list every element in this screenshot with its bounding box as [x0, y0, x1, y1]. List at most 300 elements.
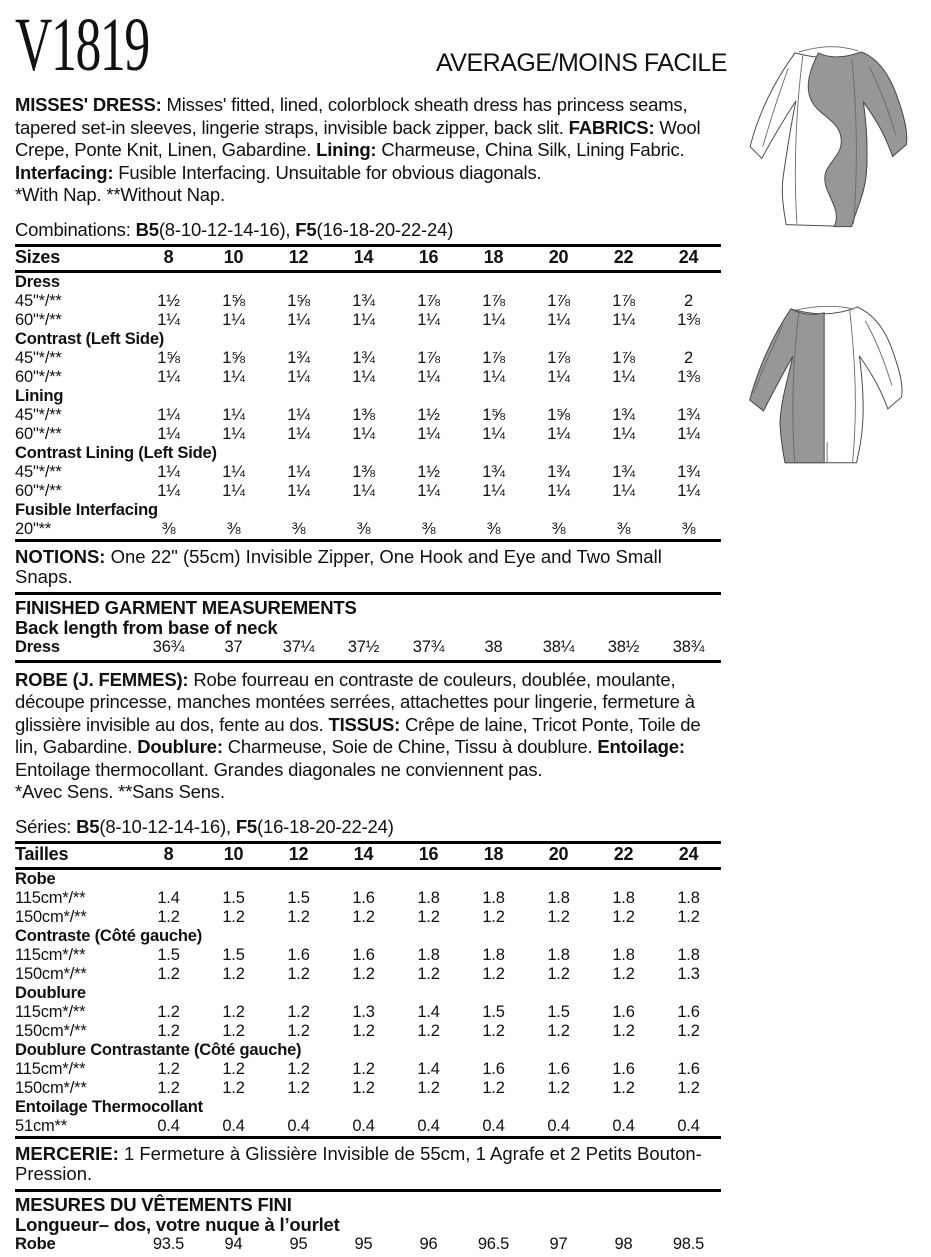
yardage-value: 1¼ [482, 424, 505, 443]
dress-back-illustration [740, 272, 926, 486]
yardage-value: 1.2 [612, 1021, 635, 1040]
text-segment: Charmeuse, Soie de Chine, Tissu à doublure. [227, 736, 598, 757]
yardage-value: 1.6 [612, 1059, 635, 1078]
yardage-value: 1¼ [157, 481, 180, 500]
yardage-value: 1.2 [677, 1021, 700, 1040]
row-label: 115cm*/** [15, 1002, 86, 1021]
bold-text-segment: TISSUS: [328, 713, 406, 735]
row-label: 150cm*/** [15, 964, 87, 983]
group-label-row [15, 868, 721, 889]
yardage-value: 1.2 [287, 1078, 310, 1097]
yardage-table-english [15, 244, 721, 542]
size-row-header: Sizes [15, 245, 136, 271]
yardage-value: 1.2 [222, 907, 245, 926]
description-french [15, 669, 727, 782]
yardage-value: ⅜ [226, 519, 241, 538]
yardage-value: 1.2 [157, 964, 180, 983]
yardage-value: 1.2 [287, 1021, 310, 1040]
yardage-value: 1¼ [222, 462, 245, 481]
text-segment: Séries: [15, 815, 77, 837]
finished-title-english: FINISHED GARMENT MEASUREMENTS [15, 596, 357, 618]
yardage-value: 1.2 [547, 907, 570, 926]
bold-text-segment: B5 [76, 815, 100, 837]
yardage-value: 1¼ [612, 367, 635, 386]
yardage-value: 1.2 [677, 907, 700, 926]
yardage-value: 1¼ [482, 310, 505, 329]
yardage-value: 1⅜ [352, 462, 375, 481]
yardage-value: 1⅜ [352, 405, 375, 424]
yardage-value: 1¼ [612, 424, 635, 443]
notions-english [15, 544, 721, 595]
yardage-value: 1.8 [482, 888, 505, 907]
yardage-value: 37½ [347, 637, 380, 656]
yardage-value: 1½ [157, 291, 180, 310]
yardage-value: 1.2 [222, 1078, 245, 1097]
yardage-value: 1.2 [612, 1078, 635, 1097]
size-column-header: 10 [201, 842, 266, 868]
size-column-header: 12 [266, 245, 331, 271]
yardage-value: 1.2 [547, 1078, 570, 1097]
yardage-value: 1.6 [677, 1059, 700, 1078]
yardage-value: 1.6 [547, 1059, 570, 1078]
yardage-value: 38 [484, 637, 503, 656]
yardage-value: 1¾ [352, 348, 375, 367]
yardage-value: 1.2 [157, 1078, 180, 1097]
yardage-value: 1.8 [417, 888, 440, 907]
yardage-value: ⅜ [551, 519, 566, 538]
group-label-row [15, 444, 721, 463]
yardage-value: 1.8 [417, 945, 440, 964]
yardage-row [15, 638, 721, 657]
size-column-header: 20 [526, 245, 591, 271]
yardage-value: 1¼ [287, 405, 310, 424]
yardage-value: 1.2 [222, 1059, 245, 1078]
row-label: 115cm*/** [15, 1059, 86, 1078]
yardage-row [15, 908, 721, 927]
yardage-value: 1¼ [157, 424, 180, 443]
yardage-value: 1⅞ [612, 348, 635, 367]
yardage-value: 2 [684, 291, 693, 310]
yardage-value: 1.5 [482, 1002, 505, 1021]
yardage-value: 1.2 [612, 907, 635, 926]
group-label: Doublure Contrastante (Côté gauche) [15, 1040, 302, 1059]
yardage-value: 0.4 [612, 1116, 635, 1135]
size-header-row [15, 842, 721, 868]
yardage-value: 1.2 [417, 1078, 440, 1097]
group-label-row [15, 984, 721, 1003]
finished-subtitle-french: Longueur– dos, votre nuque à l’ourlet [15, 1213, 340, 1235]
bold-text-segment: B5 [135, 218, 159, 240]
yardage-value: 1¼ [547, 481, 570, 500]
yardage-value: 97 [549, 1234, 568, 1253]
yardage-value: 1¼ [612, 310, 635, 329]
yardage-value: 38½ [607, 637, 640, 656]
yardage-value: 1¼ [157, 462, 180, 481]
yardage-value: 1¾ [547, 462, 570, 481]
yardage-value: 1¼ [417, 367, 440, 386]
yardage-value: 1¼ [352, 424, 375, 443]
dress-back-contrast-panel [750, 309, 824, 463]
text-segment: Wool Crepe, Ponte Knit, Linen, Gabardine. [15, 116, 701, 160]
size-row-header: Tailles [15, 842, 136, 868]
size-column-header: 18 [461, 842, 526, 868]
yardage-value: 1.5 [547, 1002, 570, 1021]
yardage-value: 1.4 [417, 1059, 440, 1078]
bold-text-segment: Interfacing: [15, 161, 119, 183]
yardage-value: 1.6 [287, 945, 310, 964]
group-label: Contraste (Côté gauche) [15, 926, 203, 945]
yardage-value: 1⅝ [222, 291, 245, 310]
yardage-value: 37¼ [282, 637, 315, 656]
yardage-value: 1⅞ [417, 348, 440, 367]
group-label: Fusible Interfacing [15, 500, 158, 519]
yardage-value: 1¾ [677, 462, 700, 481]
yardage-value: 1⅜ [677, 310, 700, 329]
yardage-value: 1.5 [157, 945, 180, 964]
yardage-value: 1¼ [547, 367, 570, 386]
finished-title-french: MESURES DU VÊTEMENTS FINI [15, 1193, 292, 1215]
yardage-value: 1.6 [482, 1059, 505, 1078]
group-label: Doublure [15, 983, 86, 1002]
yardage-value: 2 [684, 348, 693, 367]
yardage-row [15, 292, 721, 311]
yardage-row [15, 1060, 721, 1079]
yardage-value: 1¼ [222, 481, 245, 500]
yardage-value: 1.2 [482, 1021, 505, 1040]
main-text-column [15, 3, 727, 1257]
text-segment: Fusible Interfacing. Unsuitable for obvious diagonals. [118, 161, 542, 183]
finished-row-french [15, 1235, 721, 1254]
text-segment: One 22" (55cm) Invisible Zipper, One Hook and Eye and Two Small Snaps. [15, 545, 662, 587]
yardage-row [15, 946, 721, 965]
yardage-value: 1¼ [287, 481, 310, 500]
yardage-value: 1.3 [352, 1002, 375, 1021]
yardage-value: 1¼ [157, 367, 180, 386]
yardage-value: 1⅝ [482, 405, 505, 424]
yardage-value: 1.2 [352, 1078, 375, 1097]
yardage-value: 1¼ [677, 481, 700, 500]
finished-measurements-english [15, 595, 721, 663]
yardage-value: 1.2 [287, 964, 310, 983]
text-segment: (8-10-12-14-16), [158, 218, 296, 240]
yardage-value: 1¼ [222, 424, 245, 443]
yardage-value: 1¾ [352, 291, 375, 310]
front-back-neck-seam [799, 47, 859, 52]
description-english [15, 94, 727, 184]
yardage-value: 1¼ [157, 405, 180, 424]
yardage-value: ⅜ [681, 519, 696, 538]
text-segment: (8-10-12-14-16), [99, 815, 236, 837]
yardage-value: 1.8 [612, 945, 635, 964]
dress-front-illustration [742, 8, 928, 252]
yardage-value: 1.2 [677, 1078, 700, 1097]
yardage-value: 1.6 [352, 945, 375, 964]
size-column-header: 16 [396, 842, 461, 868]
size-column-header: 22 [591, 842, 656, 868]
bold-text-segment: MERCERIE: [15, 1142, 124, 1164]
yardage-value: 1¼ [417, 424, 440, 443]
yardage-value: 1¼ [482, 367, 505, 386]
yardage-value: 0.4 [157, 1116, 180, 1135]
size-header-row [15, 245, 721, 271]
yardage-value: ⅜ [486, 519, 501, 538]
yardage-value: 1.8 [612, 888, 635, 907]
group-label: Contrast (Left Side) [15, 329, 165, 348]
group-label-row [15, 271, 721, 292]
bold-text-segment: F5 [235, 815, 258, 837]
yardage-value: 1⅞ [417, 291, 440, 310]
yardage-row [15, 1079, 721, 1098]
group-label: Lining [15, 386, 64, 405]
yardage-value: 1.2 [352, 964, 375, 983]
yardage-value: 1.2 [157, 1002, 180, 1021]
masthead [15, 3, 727, 87]
yardage-value: 1.2 [157, 1059, 180, 1078]
yardage-value: 0.4 [222, 1116, 245, 1135]
yardage-value: ⅜ [161, 519, 176, 538]
yardage-value: 1⅞ [612, 291, 635, 310]
row-label: Dress [15, 637, 60, 656]
yardage-value: 1⅞ [482, 348, 505, 367]
yardage-value: 38¼ [542, 637, 575, 656]
text-segment: 1 Fermeture à Glissière Invisible de 55cm, 1 Agrafe et 2 Petits Bouton-Pression. [15, 1142, 702, 1184]
yardage-value: 0.4 [287, 1116, 310, 1135]
bold-text-segment: F5 [295, 218, 317, 240]
finished-measurements-french [15, 1192, 721, 1257]
yardage-value: 1.2 [287, 907, 310, 926]
row-label: 45"*/** [15, 405, 62, 424]
yardage-value: 1.8 [547, 945, 570, 964]
row-label: 115cm*/** [15, 945, 86, 964]
yardage-value: 1¼ [222, 367, 245, 386]
yardage-value: 1⅝ [157, 348, 180, 367]
yardage-value: 1¾ [612, 462, 635, 481]
yardage-value: 1.2 [157, 1021, 180, 1040]
yardage-value: 1⅜ [677, 367, 700, 386]
yardage-value: 1.8 [677, 945, 700, 964]
group-label: Robe [15, 869, 56, 888]
yardage-value: 96.5 [477, 1234, 510, 1253]
yardage-value: 1⅝ [547, 405, 570, 424]
text-segment: Charmeuse, China Silk, Lining Fabric. [381, 139, 685, 160]
yardage-value: 1.8 [677, 888, 700, 907]
yardage-value: 1¼ [547, 424, 570, 443]
yardage-value: 1.2 [352, 1021, 375, 1040]
size-column-header: 8 [136, 245, 201, 271]
row-label: 45"*/** [15, 462, 62, 481]
pattern-number: V1819 [15, 3, 149, 87]
yardage-value: 1¼ [287, 424, 310, 443]
yardage-value: 1.6 [677, 1002, 700, 1021]
bold-text-segment: ROBE (J. FEMMES): [15, 668, 194, 690]
size-column-header: 24 [656, 245, 721, 271]
size-column-header: 24 [656, 842, 721, 868]
yardage-value: 1.2 [482, 1078, 505, 1097]
yardage-value: 1.2 [222, 964, 245, 983]
bold-text-segment: Lining: [316, 139, 382, 160]
yardage-row [15, 1003, 721, 1022]
yardage-value: 94 [224, 1234, 243, 1253]
yardage-row [15, 965, 721, 984]
yardage-value: 1¼ [417, 481, 440, 500]
yardage-value: 1¾ [677, 405, 700, 424]
yardage-value: 1.2 [547, 1021, 570, 1040]
yardage-value: 1¼ [157, 310, 180, 329]
yardage-value: 1.2 [352, 1059, 375, 1078]
size-column-header: 12 [266, 842, 331, 868]
yardage-value: 1¼ [547, 310, 570, 329]
yardage-value: 1⅝ [222, 348, 245, 367]
yardage-value: 0.4 [482, 1116, 505, 1135]
yardage-value: 1.6 [352, 888, 375, 907]
yardage-value: 1.5 [287, 888, 310, 907]
yardage-value: 96 [419, 1234, 438, 1253]
yardage-value: 1.5 [222, 945, 245, 964]
yardage-value: ⅜ [356, 519, 371, 538]
yardage-value: ⅜ [616, 519, 631, 538]
yardage-value: 93.5 [152, 1234, 185, 1253]
yardage-value: 98.5 [672, 1234, 705, 1253]
group-label-row [15, 330, 721, 349]
yardage-value: 38¾ [672, 637, 705, 656]
yardage-value: 1.4 [417, 1002, 440, 1021]
group-label-row [15, 387, 721, 406]
yardage-row [15, 311, 721, 330]
yardage-value: 95 [354, 1234, 373, 1253]
yardage-value: 1.2 [612, 964, 635, 983]
yardage-value: 1.2 [547, 964, 570, 983]
yardage-value: 1⅞ [547, 291, 570, 310]
row-label: 115cm*/** [15, 888, 86, 907]
yardage-row [15, 482, 721, 501]
yardage-value: ⅜ [291, 519, 306, 538]
yardage-row [15, 889, 721, 908]
yardage-value: 1.2 [287, 1002, 310, 1021]
group-label-row [15, 1098, 721, 1117]
yardage-value: 0.4 [417, 1116, 440, 1135]
yardage-value: 1.2 [222, 1021, 245, 1040]
row-label: Robe [15, 1234, 56, 1253]
combinations-line-english [15, 220, 727, 240]
series-line-french [15, 817, 727, 837]
finished-row-english [15, 638, 721, 657]
row-label: 150cm*/** [15, 1021, 87, 1040]
yardage-value: 37¾ [412, 637, 445, 656]
size-column-header: 14 [331, 842, 396, 868]
yardage-value: 1.2 [482, 964, 505, 983]
text-segment: (16-18-20-22-24) [257, 815, 394, 837]
row-label: 150cm*/** [15, 907, 87, 926]
group-label: Entoilage Thermocollant [15, 1097, 203, 1116]
yardage-value: 0.4 [677, 1116, 700, 1135]
yardage-value: 98 [614, 1234, 633, 1253]
yardage-value: 1¼ [222, 405, 245, 424]
yardage-value: 1¾ [482, 462, 505, 481]
yardage-value: 95 [289, 1234, 308, 1253]
yardage-value: 1¼ [352, 481, 375, 500]
yardage-row [15, 1022, 721, 1041]
yardage-value: 1¼ [417, 310, 440, 329]
yardage-value: 1.2 [482, 907, 505, 926]
size-column-header: 20 [526, 842, 591, 868]
yardage-value: 1⅝ [287, 291, 310, 310]
yardage-row [15, 349, 721, 368]
yardage-row [15, 520, 721, 541]
difficulty-rating: AVERAGE/MOINS FACILE [435, 49, 727, 77]
yardage-value: 1.2 [417, 1021, 440, 1040]
yardage-value: 1¼ [352, 310, 375, 329]
bold-text-segment: FABRICS: [568, 116, 660, 138]
text-segment: Crêpe de laine, Tricot Ponte, Toile de lin, Gabardine. [15, 713, 701, 757]
yardage-row [15, 1235, 721, 1254]
bold-text-segment: Doublure: [137, 736, 228, 757]
bold-text-segment: MISSES' DRESS: [15, 94, 167, 115]
yardage-value: 1¼ [612, 481, 635, 500]
group-label: Contrast Lining (Left Side) [15, 443, 217, 462]
row-label: 45"*/** [15, 291, 62, 310]
group-label-row [15, 501, 721, 520]
row-label: 60"*/** [15, 367, 62, 386]
size-column-header: 10 [201, 245, 266, 271]
yardage-row [15, 406, 721, 425]
yardage-value: 1¼ [222, 310, 245, 329]
yardage-value: 1¾ [287, 348, 310, 367]
yardage-value: ⅜ [421, 519, 436, 538]
size-column-header: 8 [136, 842, 201, 868]
text-segment: (16-18-20-22-24) [316, 218, 454, 240]
text-segment: Combinations: [15, 218, 136, 240]
row-label: 150cm*/** [15, 1078, 87, 1097]
text-segment: Misses' fitted, lined, colorblock sheath dress has princess seams, tapered set-in sleeves, lingerie straps, invisible back zipper, back slit. [15, 94, 688, 138]
yardage-value: 1¼ [287, 367, 310, 386]
yardage-value: 1¼ [482, 481, 505, 500]
finished-subtitle-english: Back length from base of neck [15, 616, 278, 638]
yardage-value: 1.3 [677, 964, 700, 983]
row-label: 60"*/** [15, 424, 62, 443]
yardage-value: 1¼ [287, 462, 310, 481]
yardage-row [15, 368, 721, 387]
yardage-value: 1½ [417, 462, 440, 481]
size-column-header: 18 [461, 245, 526, 271]
yardage-value: 1¾ [612, 405, 635, 424]
yardage-value: 1¼ [352, 367, 375, 386]
yardage-value: 0.4 [352, 1116, 375, 1135]
size-column-header: 22 [591, 245, 656, 271]
bold-text-segment: Entoilage: [597, 736, 685, 757]
group-label-row [15, 1041, 721, 1060]
yardage-value: 1½ [417, 405, 440, 424]
yardage-value: 1.2 [417, 964, 440, 983]
size-column-header: 16 [396, 245, 461, 271]
yardage-value: 1.6 [612, 1002, 635, 1021]
yardage-value: 1.8 [482, 945, 505, 964]
yardage-value: 1.2 [352, 907, 375, 926]
yardage-value: 1.2 [287, 1059, 310, 1078]
yardage-value: 1.2 [157, 907, 180, 926]
yardage-value: 1¼ [287, 310, 310, 329]
yardage-value: 1.2 [417, 907, 440, 926]
row-label: 60"*/** [15, 310, 62, 329]
row-label: 51cm** [15, 1116, 67, 1135]
yardage-value: 1.2 [222, 1002, 245, 1021]
yardage-row [15, 463, 721, 482]
yardage-value: 1.8 [547, 888, 570, 907]
nap-note-english: *With Nap. **Without Nap. [15, 184, 225, 205]
yardage-row [15, 425, 721, 444]
text-segment: Entoilage thermocollant. Grandes diagonales ne conviennent pas. [15, 758, 543, 780]
nap-note-french: *Avec Sens. **Sans Sens. [15, 781, 225, 802]
bold-text-segment: NOTIONS: [15, 545, 111, 567]
